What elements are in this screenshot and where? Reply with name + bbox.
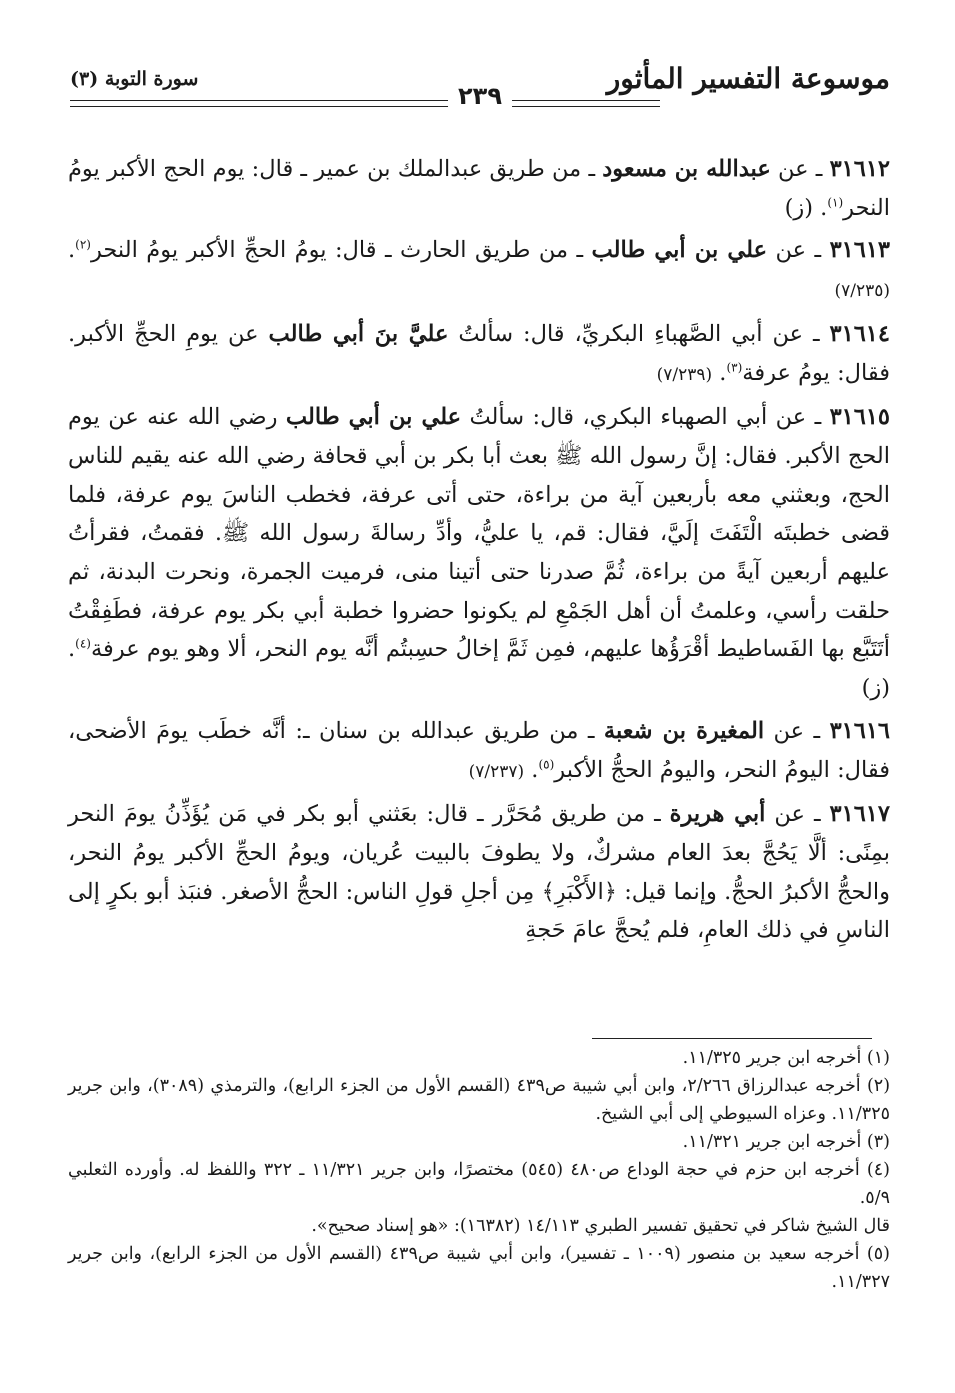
footnote: (١) أخرجه ابن جرير ١١/٣٢٥. [682, 1048, 890, 1068]
narrator-name: أبي هريرة [669, 801, 766, 828]
footnote-ref: (٥) [538, 757, 555, 772]
entry-text: . (ز) [68, 636, 890, 702]
entry-text: ـ من طريق عبدالله بن سنان ـ: أنَّه خطَب يومَ الأضحى، فقال: اليومُ النحر، واليومُ الحجُّ الأكبر [68, 717, 890, 783]
footnote: (٣) أخرجه ابن جرير ١١/٣٢١. [682, 1132, 890, 1152]
narrator-name: علي بن أبي طالب [285, 404, 462, 431]
entry-text: ـ عن [764, 717, 830, 744]
hadith-entry [68, 795, 890, 950]
entry-text: رضي الله عنه عن يوم الحج الأكبر. فقال: إنَّ رسول الله ﷺ بعث أبا بكر بن أبي قحافة رضي الله عنه يقيم للناس الحج، وبعثني معه بأربعين آية من براءة، حتى أتى عرفة، فخطب الناسَ يوم عرفة، فلما قضى خطبتَه الْتَفَتَ إلَيَّ، فقال: قم، يا عليُّ، وأدِّ رسالةَ رسول الله ﷺ. فقمتُ، فقرأتُ عليهم أربعين آيةً من براءة، ثُمَّ صدرنا حتى أتينا منى، فرميت الجمرة، ونحرت البدنة، ثم حلقت رأسي، وعلمتُ أن أهل الجَمْعِ لم يكونوا حضروا خطبة أبي بكر يوم عرفة، فطَفِقْتُ أتَتَبَّع بها الفَساطيط أقْرَؤُها عليهم، فمِن ثَمَّ إخالُ حسِبتُم أنَّه يوم النحر، ألا وهو يوم عرفة [68, 404, 890, 663]
footnote-separator [592, 1038, 872, 1039]
entry-text: عن يومِ الحجِّ الأكبر. فقال: يومُ عرفة [68, 320, 890, 386]
entry-number: ٣١٦١٣ [829, 237, 890, 264]
page-number: ٢٣٩ [448, 82, 512, 110]
hadith-entry [68, 150, 890, 227]
volume-ref: (٧/٢٣٩) [656, 364, 713, 385]
entry-text: . (ز) [784, 194, 828, 221]
entry-text: . [524, 756, 539, 783]
main-text [68, 150, 890, 950]
entry-text: ـ من طريق الحارث ـ قال: يومُ الحجِّ الأكبر يومُ النحر [90, 237, 592, 264]
narrator-name: عليَّ بنَ أبي طالب [268, 320, 449, 347]
entry-number: ٣١٦١٧ [829, 801, 890, 828]
entry-number: ٣١٦١٥ [829, 404, 890, 431]
page-header [70, 62, 890, 108]
narrator-name: المغيرة بن شعبة [603, 717, 765, 744]
footnote: (٢) أخرجه عبدالرزاق ٢/٢٦٦، وابن أبي شيبة ص٤٣٩ (القسم الأول من الجزء الرابع)، والترمذي (٣٠٨٩)، وابن جرير ١١/٣٢٥. وعزاه السيوطي إلى أبي الشيخ. [68, 1076, 891, 1124]
footnote-ref: (٤) [75, 636, 91, 651]
hadith-entry [68, 712, 890, 791]
book-title: موسوعة التفسير المأثور [606, 62, 890, 95]
footnotes [68, 1044, 890, 1296]
volume-ref: (٧/٢٣٧) [468, 761, 525, 782]
footnote: (٤) أخرجه ابن حزم في حجة الوداع ص٤٨٠ (٥٤٥) مختصرًا، وابن جرير ١١/٣٢١ ـ ٣٢٢ واللفظ له. وأورده الثعلبي ٥/٩. [68, 1160, 890, 1208]
entry-text: ـ عن [765, 801, 830, 828]
footnote: قال الشيخ شاكر في تحقيق تفسير الطبري ١٤/١١٣ (١٦٣٨٢): «هو إسناد صحيح». [311, 1216, 890, 1236]
entry-text: ـ من طريق مُحَرَّر ـ قال: بعَثني أبو بكر في مَن يُؤَذِّنُ يومَ النحر بمِنًى: ألَّا يَحُجَّ بعدَ العام مشركٌ، ولا يطوفَ بالبيت عُريان، ويومُ الحجِّ الأكبر يومُ النحر، والحجُّ الأكبرُ الحجُّ. وإنما قيل: ﴿الأَكْبَرِ﴾ مِن أجلِ قولِ الناس: الحجُّ الأصغر. فنبَذ أبو بكرٍ إلى الناسِ في ذلك العامِ، فلم يُحجَّ عامَ حَجةِ [68, 801, 890, 944]
narrator-name: عبدالله بن مسعود [602, 156, 771, 182]
footnote-ref: (٣) [726, 360, 743, 375]
entry-text: ـ عن أبي الصهباء البكري، قال: سألتُ [461, 404, 830, 431]
entry-text: ـ عن [767, 237, 830, 264]
entry-text: ـ من طريق عبدالملك بن عمير ـ قال: يوم الحج الأكبر يومُ النحر [68, 156, 890, 221]
entry-text: . [712, 359, 727, 386]
volume-ref: (٧/٢٣٥) [834, 281, 890, 302]
surah-title: سورة التوبة (٣) [70, 68, 199, 90]
header-rule [70, 100, 660, 107]
footnote-ref: (٢) [75, 237, 91, 252]
entry-text: ـ عن [770, 156, 830, 182]
hadith-entry [68, 398, 890, 708]
narrator-name: علي بن أبي طالب [591, 237, 767, 264]
hadith-entry [68, 231, 890, 310]
footnote: (٥) أخرجه سعيد بن منصور (١٠٠٩ ـ تفسير)، وابن أبي شيبة ص٤٣٩ (القسم الأول من الجزء الرابع)، وابن جرير ١١/٣٢٧. [68, 1244, 890, 1292]
entry-number: ٣١٦١٢ [829, 156, 890, 182]
hadith-entry [68, 315, 890, 394]
entry-text: ـ عن أبي الصَّهباءِ البكريِّ، قال: سألتُ [448, 320, 830, 347]
entry-text: . [68, 237, 76, 264]
entry-number: ٣١٦١٦ [829, 717, 891, 744]
footnote-ref: (١) [827, 195, 844, 210]
entry-number: ٣١٦١٤ [829, 320, 890, 347]
